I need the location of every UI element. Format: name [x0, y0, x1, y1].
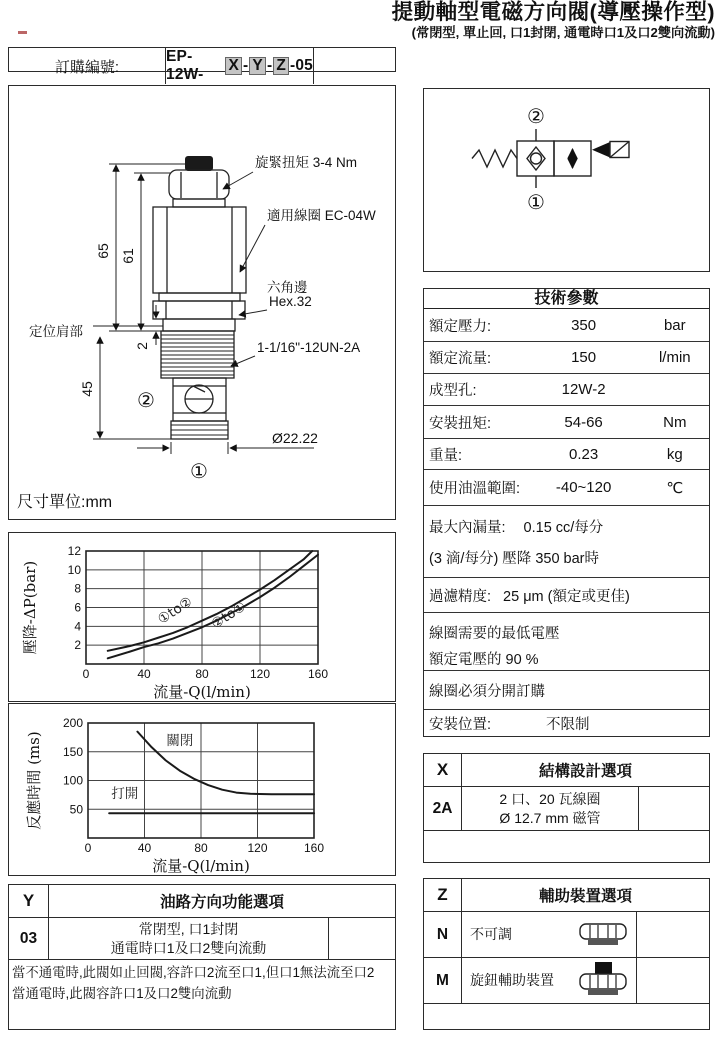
thread-label: 1-1/16"-12UN-2A — [257, 340, 361, 355]
hydraulic-symbol-box — [423, 88, 710, 272]
option-2a-desc-line1: 2 口、20 瓦線圈 — [499, 790, 601, 807]
flow-function-header-row — [9, 885, 395, 918]
svg-text:40: 40 — [137, 841, 152, 855]
valve-drawing — [9, 86, 394, 517]
svg-text:4: 4 — [74, 619, 81, 634]
hydraulic-symbol — [424, 89, 708, 270]
param-value: 54-66 — [564, 413, 603, 431]
nut-plain-icon — [578, 922, 630, 948]
option-m-desc-text: 旋鈕輔助裝置 — [470, 972, 554, 989]
option-m-description — [462, 958, 637, 1003]
svg-text:80: 80 — [195, 667, 209, 681]
param-unit: l/min — [658, 349, 691, 366]
svg-text:②to①: ②to① — [208, 598, 250, 633]
leak-value: 0.15 cc/每分 — [523, 520, 604, 536]
tech-params-header: 技術參數 — [424, 289, 709, 309]
response-time-chart — [9, 704, 394, 874]
diameter-label: Ø22.22 — [272, 430, 318, 446]
svg-text:160: 160 — [303, 841, 325, 855]
svg-text:8: 8 — [74, 581, 81, 596]
param-label: 額定壓力: — [429, 318, 492, 335]
leak-label: 最大內漏量: — [429, 520, 506, 536]
order-number-label: 訂購編號: — [9, 48, 166, 84]
svg-text:120: 120 — [249, 667, 271, 681]
param-label: 成型孔: — [429, 383, 477, 399]
dimension-unit-note: 尺寸單位:mm — [17, 494, 113, 511]
svg-text:流量-Q(l/min): 流量-Q(l/min) — [153, 683, 251, 700]
option-03-desc-line2: 通電時口1及口2雙向流動 — [110, 939, 267, 956]
auxiliary-option-table — [423, 878, 710, 1030]
option-code-n: N — [424, 912, 462, 957]
svg-text:0: 0 — [84, 841, 92, 855]
leakage-note — [424, 506, 709, 578]
coil-order-note — [424, 671, 709, 710]
svg-text:160: 160 — [307, 667, 329, 681]
option-code-m: M — [424, 958, 462, 1003]
svg-text:6: 6 — [74, 600, 81, 615]
dim-61-label: 61 — [120, 248, 136, 264]
order-code-prefix: EP-12W- — [166, 48, 204, 83]
empty-cell — [329, 918, 395, 959]
structure-option-header-row — [424, 754, 709, 787]
option-letter-z: Z — [424, 879, 462, 911]
drawing-port1-label: ① — [190, 459, 208, 483]
title-block — [392, 1, 715, 41]
table-row — [9, 918, 395, 960]
svg-text:打開: 打開 — [111, 785, 139, 802]
flow-note-line2: 當通電時,此閥容許口1及口2雙向流動 — [12, 986, 232, 1002]
param-unit: bar — [663, 316, 686, 334]
flow-function-option-table — [8, 884, 396, 1030]
param-value: 0.23 — [568, 445, 599, 463]
option-2a-desc-line2: Ø 12.7 mm 磁管 — [499, 809, 601, 826]
svg-text:12: 12 — [67, 544, 81, 558]
svg-text:50: 50 — [69, 802, 83, 817]
order-number-table — [8, 47, 396, 83]
hex-label-2: Hex.32 — [269, 294, 312, 309]
shoulder-label: 定位肩部 — [29, 324, 83, 339]
structure-option-title: 結構設計選項 — [538, 763, 632, 780]
coil-label: 適用線圈 EC-04W — [267, 208, 376, 223]
mount-position-note — [424, 710, 709, 736]
svg-text:①to②: ①to② — [154, 593, 196, 628]
structure-option-table — [423, 753, 710, 863]
flow-function-note — [9, 960, 395, 1007]
param-unit: kg — [666, 445, 683, 463]
option-code-2a: 2A — [424, 787, 462, 830]
filter-value: 25 μm (額定或更佳) — [503, 588, 630, 605]
order-code-sep1: - — [243, 57, 249, 74]
param-value: 12W-2 — [561, 381, 606, 398]
option-n-desc-text: 不可調 — [470, 926, 512, 943]
svg-text:2: 2 — [74, 638, 81, 653]
symbol-port2-label: ② — [527, 104, 545, 128]
table-row — [424, 958, 709, 1004]
param-unit: ℃ — [666, 479, 684, 497]
table-row — [424, 406, 709, 439]
symbol-port1-label: ① — [527, 190, 545, 214]
order-code-sep2: - — [266, 57, 273, 74]
response-time-chart-box — [8, 703, 396, 876]
table-row — [424, 309, 709, 342]
table-row — [424, 787, 709, 831]
dim-65-label: 65 — [95, 243, 111, 259]
option-n-description — [462, 912, 637, 957]
dim-2-label: 2 — [134, 342, 150, 350]
table-row — [424, 374, 709, 406]
nut-knob-icon — [578, 962, 630, 1000]
order-code-z: Z — [273, 57, 289, 75]
svg-text:120: 120 — [247, 841, 268, 855]
pressure-drop-chart-box — [8, 532, 396, 702]
svg-text:0: 0 — [82, 667, 90, 681]
voltage-line1: 線圈需要的最低電壓 — [429, 626, 560, 642]
voltage-line2: 額定電壓的 90 % — [429, 652, 539, 668]
hex-label-1: 六角邊 — [267, 280, 308, 295]
option-2a-description — [462, 787, 639, 830]
svg-text:反應時間 (ms): 反應時間 (ms) — [25, 731, 43, 830]
torque-label: 旋緊扭矩 3-4 Nm — [255, 155, 358, 170]
svg-text:流量-Q(l/min): 流量-Q(l/min) — [152, 857, 250, 874]
drawing-port2-label: ② — [137, 388, 155, 412]
option-code-03: 03 — [9, 918, 49, 959]
option-03-desc-line1: 常閉型, 口1封閉 — [138, 920, 239, 937]
scan-artifact-mark — [18, 31, 27, 34]
table-row — [424, 342, 709, 374]
auxiliary-header-row — [424, 879, 709, 912]
spring-glyph — [472, 150, 517, 167]
param-unit: Nm — [663, 413, 687, 431]
order-code-x: X — [225, 57, 242, 75]
tech-params-table — [423, 288, 710, 737]
order-code-y: Y — [249, 57, 266, 75]
filtration-note — [424, 578, 709, 613]
flow-function-title: 油路方向功能選項 — [159, 894, 284, 911]
svg-text:40: 40 — [137, 667, 151, 681]
param-value: 150 — [571, 349, 597, 366]
page-subtitle: (常閉型, 單止回, 口1封閉, 通電時口1及口2雙向流動) — [411, 24, 715, 40]
order-number-code — [166, 48, 314, 84]
coil-order-text: 線圈必須分開訂購 — [429, 683, 545, 700]
voltage-note — [424, 613, 709, 671]
empty-cell — [639, 787, 709, 830]
param-label: 安裝扭矩: — [429, 415, 492, 432]
param-label: 額定流量: — [429, 351, 492, 367]
svg-text:關閉: 關閉 — [166, 732, 194, 749]
param-label: 使用油溫範圍: — [429, 481, 521, 497]
mount-value: 不限制 — [546, 716, 590, 733]
option-letter-x: X — [424, 754, 462, 786]
svg-text:80: 80 — [194, 841, 208, 855]
param-value: -40~120 — [555, 479, 612, 496]
order-empty-cell — [314, 48, 395, 84]
pressure-drop-chart — [9, 533, 394, 700]
svg-text:200: 200 — [62, 716, 83, 730]
valve-drawing-box — [8, 85, 396, 520]
table-row — [424, 439, 709, 470]
param-value: 350 — [571, 316, 597, 334]
filter-label: 過濾精度: — [429, 588, 492, 605]
flow-note-line1: 當不通電時,此閥如止回閥,容許口2流至口1,但口1無法流至口2 — [12, 965, 375, 980]
leak-condition: (3 滴/每分) 壓降 350 bar時 — [429, 551, 600, 567]
valve-outline — [153, 156, 246, 439]
table-row — [424, 912, 709, 958]
svg-text:壓降-ΔP(bar): 壓降-ΔP(bar) — [21, 560, 39, 655]
empty-cell — [637, 958, 709, 1003]
solenoid-triangle-glyph — [592, 142, 610, 158]
svg-text:10: 10 — [67, 562, 81, 577]
option-03-description — [49, 918, 329, 959]
dim-45-label: 45 — [79, 381, 95, 397]
page-title: 提動軸型電磁方向閥(導壓操作型) — [391, 0, 715, 24]
svg-text:150: 150 — [62, 744, 83, 759]
option-letter-y: Y — [9, 885, 49, 917]
table-row — [424, 470, 709, 506]
param-label: 重量: — [429, 447, 463, 464]
mount-label: 安裝位置: — [429, 716, 492, 733]
svg-text:100: 100 — [62, 773, 83, 788]
auxiliary-option-title: 輔助裝置選項 — [538, 888, 632, 905]
order-code-suffix: -05 — [289, 57, 313, 74]
empty-cell — [637, 912, 709, 957]
